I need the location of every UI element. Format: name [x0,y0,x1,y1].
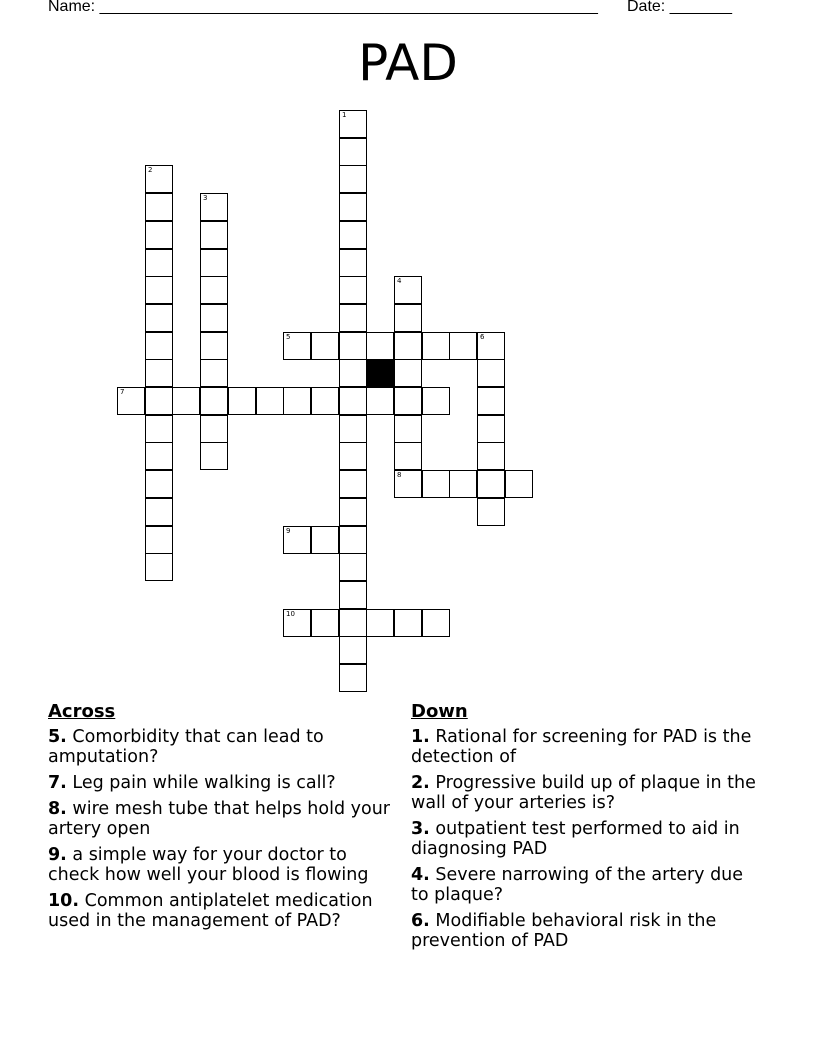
grid-cell[interactable] [200,221,228,249]
clue-down-1: 1. Rational for screening for PAD is the detection of [411,727,752,767]
grid-cell[interactable] [256,387,284,415]
clue-down-6: 6. Modifiable behavioral risk in the prevention of PAD [411,911,717,951]
grid-cell[interactable] [200,415,228,443]
grid-cell[interactable] [339,442,367,470]
grid-cell[interactable] [145,249,173,277]
grid-cell[interactable] [394,387,422,415]
cell-number: 8 [397,471,402,479]
grid-cell[interactable] [477,387,505,415]
grid-cell[interactable] [422,387,450,415]
grid-cell[interactable] [339,526,367,554]
name-field-label: Name: ________________________________________________________ [48,0,598,15]
cell-number: 1 [342,111,347,119]
grid-cell[interactable] [200,332,228,360]
grid-cell[interactable] [477,442,505,470]
grid-cell[interactable] [145,304,173,332]
cell-number: 3 [203,194,208,202]
grid-cell[interactable] [339,609,367,637]
grid-cell[interactable] [394,470,422,498]
cell-number: 4 [397,277,402,285]
grid-cell[interactable] [394,609,422,637]
grid-cell[interactable] [339,553,367,581]
grid-cell[interactable] [477,332,505,360]
grid-cell[interactable] [339,332,367,360]
grid-cell[interactable] [339,387,367,415]
block-cell [366,359,394,387]
grid-cell[interactable] [200,387,228,415]
page-title: PAD [358,34,458,92]
grid-cell[interactable] [283,609,311,637]
grid-cell[interactable] [422,609,450,637]
grid-cell[interactable] [172,387,200,415]
grid-cell[interactable] [145,553,173,581]
cell-number: 6 [480,333,485,341]
grid-cell[interactable] [117,387,145,415]
grid-cell[interactable] [200,276,228,304]
grid-cell[interactable] [339,636,367,664]
clue-across-8: 8. wire mesh tube that helps hold your artery open [48,799,390,839]
clue-across-7: 7. Leg pain while walking is call? [48,773,336,793]
down-clues [411,700,761,957]
cell-number: 10 [286,610,295,618]
clue-down-3: 3. outpatient test performed to aid in diagnosing PAD [411,819,740,859]
grid-cell[interactable] [394,332,422,360]
grid-cell[interactable] [200,359,228,387]
grid-cell[interactable] [200,193,228,221]
grid-cell[interactable] [339,110,367,138]
clue-across-5: 5. Comorbidity that can lead to amputation? [48,727,324,767]
grid-cell[interactable] [311,526,339,554]
grid-cell[interactable] [449,470,477,498]
grid-cell[interactable] [394,359,422,387]
grid-cell[interactable] [228,387,256,415]
grid-cell[interactable] [145,332,173,360]
grid-cell[interactable] [366,609,394,637]
clue-across-9: 9. a simple way for your doctor to check how well your blood is flowing [48,845,369,885]
grid-cell[interactable] [145,387,173,415]
grid-cell[interactable] [339,304,367,332]
clue-down-4: 4. Severe narrowing of the artery due to plaque? [411,865,744,905]
grid-cell[interactable] [449,332,477,360]
grid-cell[interactable] [339,415,367,443]
grid-cell[interactable] [145,165,173,193]
grid-cell[interactable] [477,498,505,526]
grid-cell[interactable] [145,470,173,498]
grid-cell[interactable] [339,221,367,249]
grid-cell[interactable] [200,249,228,277]
grid-cell[interactable] [394,304,422,332]
grid-cell[interactable] [339,498,367,526]
grid-cell[interactable] [339,359,367,387]
grid-cell[interactable] [477,359,505,387]
cell-number: 7 [120,388,125,396]
grid-cell[interactable] [339,581,367,609]
grid-cell[interactable] [145,498,173,526]
clue-down-2: 2. Progressive build up of plaque in the wall of your arteries is? [411,773,756,813]
grid-cell[interactable] [366,332,394,360]
grid-cell[interactable] [145,276,173,304]
grid-cell[interactable] [339,193,367,221]
grid-cell[interactable] [311,387,339,415]
grid-cell[interactable] [339,138,367,166]
grid-cell[interactable] [394,415,422,443]
grid-cell[interactable] [311,609,339,637]
grid-cell[interactable] [283,332,311,360]
grid-cell[interactable] [200,442,228,470]
grid-cell[interactable] [145,415,173,443]
grid-cell[interactable] [145,442,173,470]
grid-cell[interactable] [145,526,173,554]
grid-cell[interactable] [339,276,367,304]
grid-cell[interactable] [339,165,367,193]
cell-number: 5 [286,333,291,341]
grid-cell[interactable] [477,415,505,443]
grid-cell[interactable] [422,470,450,498]
across-heading: Across [48,701,116,722]
grid-cell[interactable] [311,332,339,360]
grid-cell[interactable] [283,387,311,415]
grid-cell[interactable] [145,221,173,249]
grid-cell[interactable] [394,276,422,304]
grid-cell[interactable] [200,304,228,332]
grid-cell[interactable] [339,664,367,692]
cell-number: 2 [148,166,153,174]
cell-number: 9 [286,527,291,535]
grid-cell[interactable] [339,470,367,498]
grid-cell[interactable] [283,526,311,554]
grid-cell[interactable] [477,470,505,498]
grid-cell[interactable] [366,387,394,415]
grid-cell[interactable] [394,442,422,470]
grid-cell[interactable] [422,332,450,360]
grid-cell[interactable] [145,359,173,387]
grid-cell[interactable] [339,249,367,277]
date-field-label: Date: _______ [627,0,732,15]
across-clues [48,700,400,937]
clue-across-10: 10. Common antiplatelet medication used in the management of PAD? [48,891,373,931]
down-heading: Down [411,701,468,722]
grid-cell[interactable] [505,470,533,498]
grid-cell[interactable] [145,193,173,221]
